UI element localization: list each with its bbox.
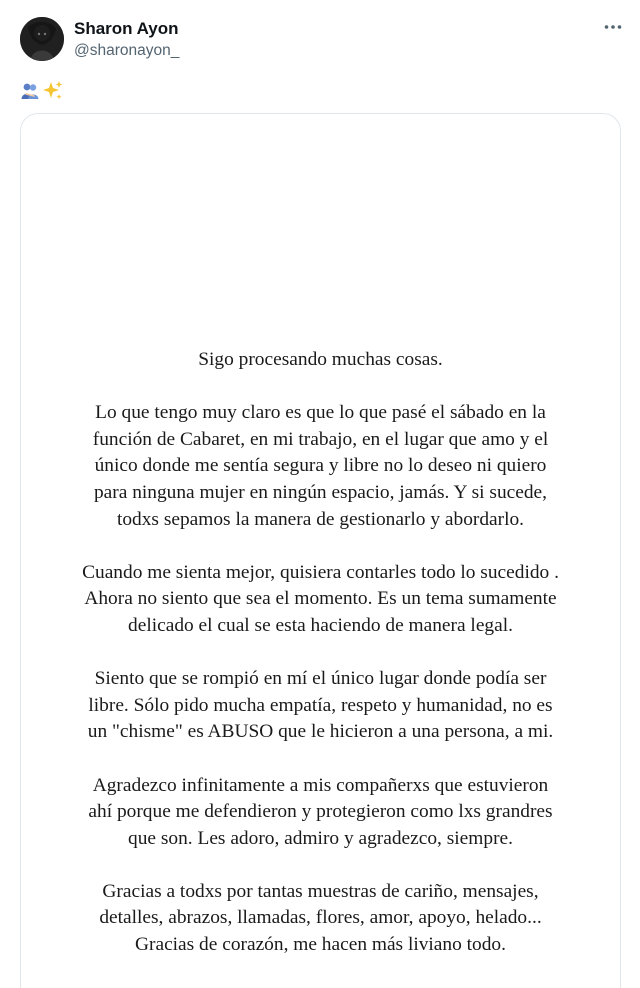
avatar[interactable]: [20, 17, 64, 61]
tweet-text: [20, 80, 64, 102]
statement-line: un "chisme" es ABUSO que le hicieron a una persona, a mi.: [87, 721, 554, 743]
statement-line: Lo que tengo muy claro es que lo que pasé el sábado en la: [95, 402, 546, 424]
statement-paragraph: [35, 560, 606, 640]
statement-text: [21, 347, 620, 985]
more-dots-icon: [604, 24, 622, 30]
statement-line: delicado el cual se esta haciendo de manera legal.: [128, 614, 513, 636]
statement-paragraph: [35, 400, 606, 533]
author-name[interactable]: Sharon Ayon: [74, 19, 179, 38]
statement-line: todxs sepamos la manera de gestionarlo y abordarlo.: [116, 508, 525, 530]
author-handle[interactable]: @sharonayon_: [74, 42, 180, 59]
statement-line: Sigo procesando muchas cosas.: [198, 349, 443, 370]
statement-line: Siento que se rompió en mí el único lugar donde podía ser: [94, 668, 547, 690]
statement-paragraph: [35, 666, 606, 746]
statement-paragraph: [35, 773, 606, 853]
statement-line: que son. Les adoro, admiro y agradezco, siempre.: [128, 827, 513, 849]
statement-paragraph: [35, 347, 606, 374]
statement-paragraph: [35, 879, 606, 959]
statement-line: Cuando me sienta mejor, quisiera contarles todo lo sucedido .: [82, 561, 559, 583]
statement-line: detalles, abrazos, llamadas, flores, amor, apoyo, helado...: [99, 907, 542, 929]
statement-line: para ninguna mujer en ningún espacio, jamás. Y si sucede,: [93, 481, 548, 503]
statement-line: libre. Sólo pido mucha empatía, respeto y humanidad, no es: [88, 694, 553, 716]
statement-line: Agradezco infinitamente a mis compañerxs que estuvieron: [92, 774, 549, 796]
statement-line: ahí porque me defendieron y protegieron como lxs grandres: [88, 801, 553, 823]
statement-line: Gracias de corazón, me hacen más liviano todo.: [135, 934, 506, 956]
statement-line: único donde me sentía segura y libre no lo deseo ni quiero: [94, 455, 547, 477]
statement-line: Ahora no siento que sea el momento. Es un tema sumamente: [84, 588, 557, 610]
avatar-image: [20, 17, 64, 61]
more-options-button[interactable]: [600, 17, 626, 37]
sparkles-icon: [42, 80, 64, 102]
people-hugging-icon: [20, 81, 40, 101]
media-image-card[interactable]: [20, 113, 621, 988]
statement-line: función de Cabaret, en mi trabajo, en el lugar que amo y el: [92, 428, 549, 450]
statement-line: Gracias a todxs por tantas muestras de cariño, mensajes,: [102, 880, 539, 902]
